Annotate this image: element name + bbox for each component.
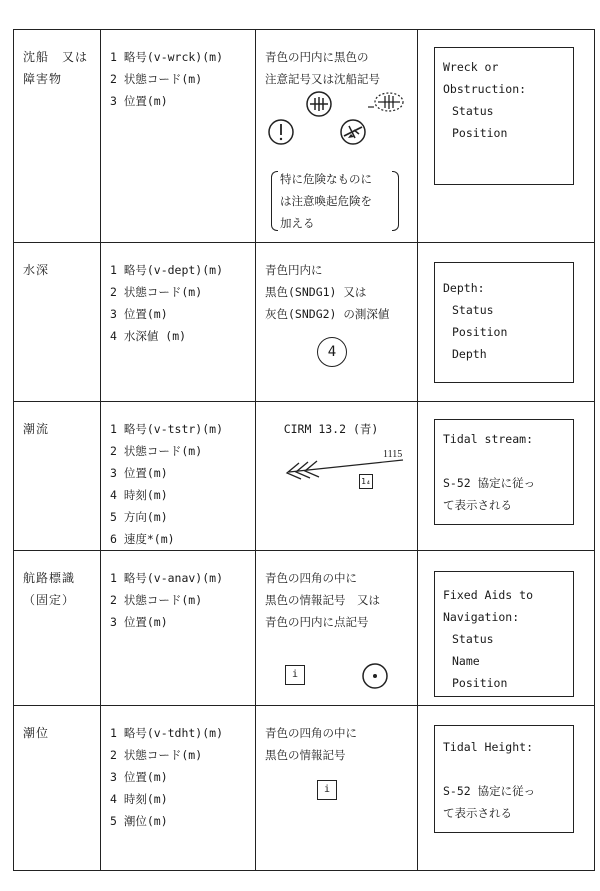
symbology-text: 黒色(SNDG1) 又は [265,285,367,299]
note-text: は注意喚起危険を [280,194,372,208]
attribute-item: 2 状態コード(m) [110,444,203,458]
attributes-cell [101,551,256,706]
object-name: 水深 [23,263,50,277]
depth-circle-icon: 4 [317,337,347,367]
english-cell [418,243,595,402]
english-text: Name [452,654,480,668]
symbology-text: CIRM 13.2 (青) [283,422,379,436]
wreck-symbols-icon [265,90,415,160]
tidal-box-icon: 1₄ [359,474,373,489]
symbology-text: 青色の四角の中に [265,726,357,740]
english-text: Navigation: [443,610,520,624]
attribute-item: 3 位置(m) [110,307,168,321]
english-text: Position [452,325,508,339]
attribute-item: 1 略号(v-tstr)(m) [110,422,224,436]
english-text: て表示される [443,498,512,512]
name-cell [14,402,101,551]
english-text: Status [452,104,494,118]
attribute-item: 5 方向(m) [110,510,168,524]
attribute-item: 2 状態コード(m) [110,748,203,762]
symbology-text: 青色の四角の中に [265,571,357,585]
attributes-cell [101,706,256,871]
english-text: Wreck or [443,60,499,74]
english-text: S-52 協定に従っ [443,784,536,798]
attribute-item: 4 時刻(m) [110,792,168,806]
attributes-cell [101,243,256,402]
attribute-item: 4 水深値 (m) [110,329,187,343]
tidal-stream-figure [265,440,417,510]
name-cell [14,551,101,706]
symbology-table [13,29,595,871]
english-text: Position [452,126,508,140]
attribute-item: 2 状態コード(m) [110,72,203,86]
attribute-item: 1 略号(v-anav)(m) [110,571,224,585]
attribute-item: 1 略号(v-wrck)(m) [110,50,224,64]
english-text: Depth: [443,281,485,295]
danger-note [271,168,417,234]
info-square-icon: i [285,665,305,685]
english-cell [418,551,595,706]
dot-circle-icon [360,661,390,691]
english-text: Status [452,632,494,646]
object-name: 沈船 又は [23,50,89,64]
attributes-cell [101,402,256,551]
info-square-icon: i [317,780,337,800]
table-row-depth [14,243,595,402]
table-row-tidal-stream [14,402,595,551]
tidal-value: 1115 [383,449,403,460]
symbology-text: 黒色の情報記号 [265,748,346,762]
symbology-text: 青色円内に [265,263,323,277]
object-name: （固定） [23,593,76,607]
attribute-item: 3 位置(m) [110,466,168,480]
name-cell [14,30,101,243]
english-text: Fixed Aids to [443,588,534,602]
attribute-item: 5 潮位(m) [110,814,168,828]
english-cell [418,706,595,871]
english-text: Depth [452,347,487,361]
attributes-cell [101,30,256,243]
english-text: Tidal stream: [443,432,534,446]
attribute-item: 1 略号(v-tdht)(m) [110,726,224,740]
english-text: S-52 協定に従っ [443,476,536,490]
attribute-item: 3 位置(m) [110,770,168,784]
symbology-cell [256,706,418,871]
attribute-item: 6 速度*(m) [110,532,175,546]
object-name: 障害物 [23,72,63,86]
object-name: 潮位 [23,726,50,740]
object-name: 潮流 [23,422,50,436]
note-text: 特に危険なものに [280,172,372,186]
english-cell [418,30,595,243]
attribute-item: 2 状態コード(m) [110,285,203,299]
note-text: 加える [280,216,315,230]
symbology-text: 黒色の情報記号 又は [265,593,380,607]
table-row-tidal-height [14,706,595,871]
attribute-item: 2 状態コード(m) [110,593,203,607]
symbology-cell [256,243,418,402]
name-cell [14,706,101,871]
table-row-fixed-aids [14,551,595,706]
english-text: Status [452,303,494,317]
attribute-item: 3 位置(m) [110,615,168,629]
english-text [443,450,573,472]
table-row-wreck [14,30,595,243]
symbology-cell [256,30,418,243]
english-text: Tidal Height: [443,740,534,754]
symbology-cell [256,402,418,551]
attribute-item: 4 時刻(m) [110,488,168,502]
english-text: Position [452,676,508,690]
name-cell [14,243,101,402]
symbology-text: 青色の円内に点記号 [265,615,369,629]
symbology-text: 灰色(SNDG2) の測深値 [265,307,390,321]
english-text: て表示される [443,806,512,820]
attribute-item: 1 略号(v-dept)(m) [110,263,224,277]
english-text: Obstruction: [443,82,527,96]
english-cell [418,402,595,551]
symbology-text: 注意記号又は沈船記号 [265,72,380,86]
attribute-item: 3 位置(m) [110,94,168,108]
object-name: 航路標識 [23,571,76,585]
english-text [443,758,573,780]
symbology-cell [256,551,418,706]
symbology-text: 青色の円内に黒色の [265,50,369,64]
